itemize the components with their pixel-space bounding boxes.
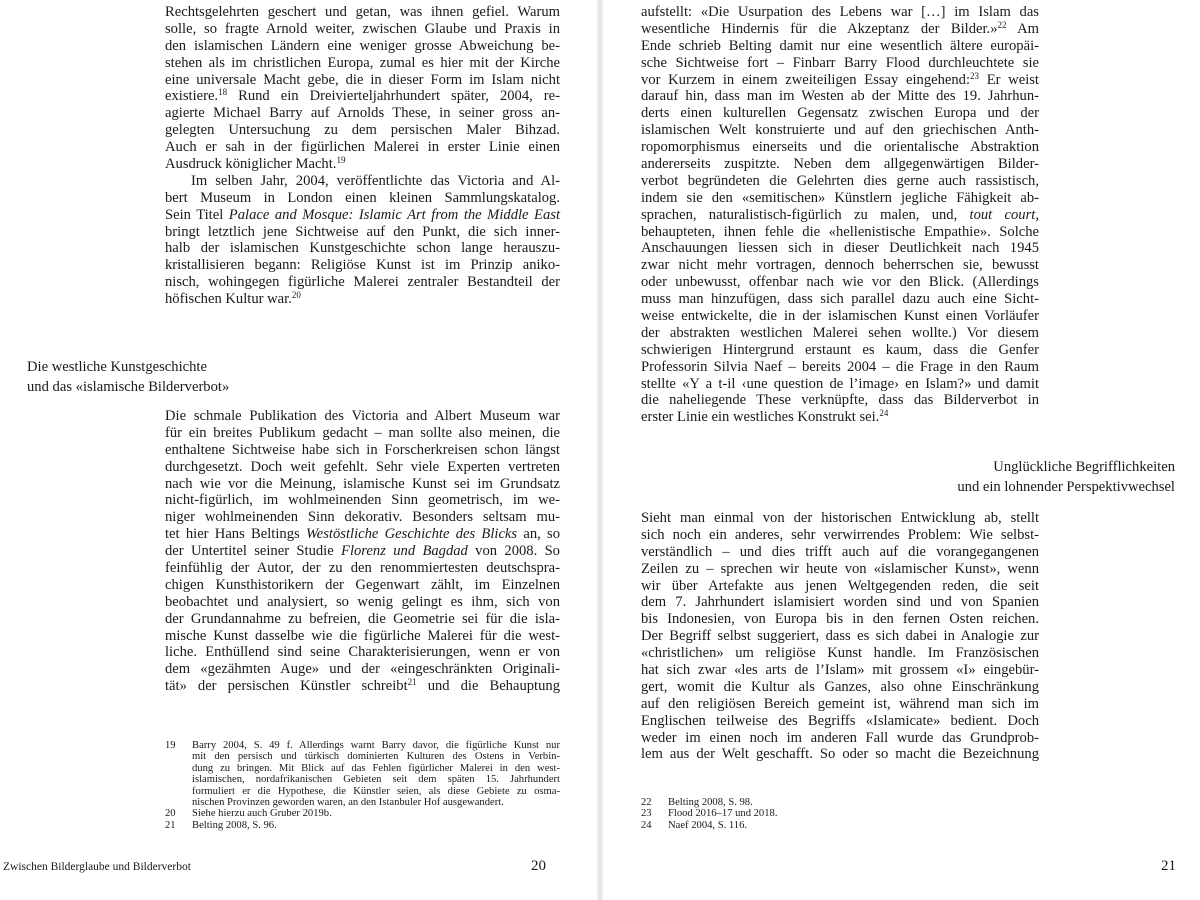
- heading-line: und das «islamische Bilderverbot»: [27, 379, 230, 395]
- text-line: [165, 21, 560, 38]
- footnote-number: 20: [165, 808, 176, 820]
- text-run: wir über Artefakte aus jenen Weltgegenden reden, die seit: [641, 577, 1039, 594]
- text-line: [641, 72, 1039, 89]
- text-run: Professorin Silvia Naef – bereits 2004 – die Frage in den Raum: [641, 358, 1039, 375]
- text-run: mit den persisch und türkisch dominierten Kulturen des Ostens in Verbin-: [192, 751, 560, 763]
- text-line: [165, 543, 560, 560]
- footnote-ref: 18: [218, 87, 228, 98]
- text-line: [165, 224, 560, 241]
- text-line: [165, 190, 560, 207]
- footnote-number: 22: [641, 797, 652, 808]
- text-line: [641, 274, 1039, 291]
- text-line: [641, 713, 1039, 730]
- text-line: [641, 376, 1039, 393]
- text-line: [641, 578, 1039, 595]
- text-run: sche Sichtweise fort – Finbarr Barry Flood durchleuchtete sie: [641, 54, 1039, 71]
- text-run: wesentliche Hindernis für die Akzeptanz der Bilder.»: [641, 20, 998, 37]
- text-line: [641, 628, 1039, 645]
- footnote-ref: 19: [336, 155, 346, 166]
- text-run: derts einen kulturellen Gegensatz zwischen Europa und der: [641, 105, 1039, 122]
- text-line: [165, 509, 560, 526]
- text-line: [641, 561, 1039, 578]
- text-line: [165, 492, 560, 509]
- text-run: hat sich zwar «les arts de l’Islam» mit grossem «I» eingebür-: [641, 662, 1039, 679]
- text-line: [641, 662, 1039, 679]
- text-run: an, so: [517, 526, 561, 543]
- text-run: oder unbewusst, offenbar nach wie vor den Blick. (Allerdings: [641, 274, 1039, 291]
- text-run: sprachen, naturalistisch-figürlich zu malen, und,: [641, 206, 970, 223]
- text-line: [165, 661, 560, 678]
- text-run: stehen als im christlichen Europa, zumal es hier mit der Kirche: [165, 54, 560, 71]
- text-run: nisch, wohingegen figürliche Malerei zentraler Bestandteil der: [165, 274, 560, 291]
- footnote-number: 24: [641, 819, 652, 831]
- text-run: enthaltene Sichtweise habe sich in Forscherkreisen schon längst: [165, 441, 560, 458]
- footnote-text: [668, 820, 1039, 831]
- text-run: bis Indonesien, von Europa bis in den fernen Osten reichen.: [641, 611, 1039, 628]
- heading-line: Die westliche Kunstgeschichte: [27, 359, 207, 375]
- text-run: nischen Provinzen geworden waren, an den Istanbuler Hof ausgewandert.: [192, 796, 504, 808]
- text-line: [668, 797, 1039, 808]
- left-text-block-1: [165, 4, 560, 308]
- footnote-number: 23: [641, 808, 652, 820]
- text-line: [165, 4, 560, 21]
- footnote: [165, 820, 560, 831]
- text-line: [165, 678, 560, 695]
- text-line: [165, 257, 560, 274]
- footnote: [641, 797, 1039, 808]
- text-run: Englischen teilweise des Begriffs «Islamicate» bedient. Doch: [641, 712, 1039, 729]
- right-footnotes: [641, 797, 1039, 831]
- page-number-right: 21: [1161, 858, 1176, 874]
- text-line: [165, 105, 560, 122]
- footnote-text: [192, 740, 560, 808]
- text-line: [192, 763, 560, 774]
- text-run: darauf hin, dass man im Westen ab der Mitte des 19. Jahrhun-: [641, 88, 1039, 105]
- text-run: islamischen, nordafrikanischen Gebieten seit dem späten 15. Jahrhundert: [192, 774, 560, 786]
- text-run: muss man hinzufügen, dass sich parallel dazu auch eine Sicht-: [641, 291, 1039, 308]
- footnote-text: [668, 797, 1039, 808]
- footnote: [165, 808, 560, 819]
- text-run: gelegten Untersuchung zu dem persischen Maler Bihzad.: [165, 122, 560, 139]
- text-run: Rund ein Dreivierteljahrhundert später, 2004, re-: [227, 88, 560, 105]
- text-line: [192, 774, 560, 785]
- text-run: Siehe hierzu auch Gruber 2019b.: [192, 808, 332, 820]
- text-run: von 2008. So: [467, 543, 560, 560]
- text-run: der Grundannahme zu befreien, die Geometrie sei für die isla-: [165, 610, 560, 627]
- text-line: [668, 808, 1039, 819]
- text-run: für ein breites Publikum gedacht – man sollte also meinen, die: [165, 424, 560, 441]
- text-run: höfischen Kultur war.: [165, 291, 292, 308]
- italic-title: tout court,: [969, 206, 1039, 223]
- text-run: niger wohlmeinenden Sinn dekorativ. Besonders seltsam mu-: [165, 509, 560, 526]
- text-line: [641, 308, 1039, 325]
- text-line: [641, 21, 1039, 38]
- text-run: Der Begriff selbst suggeriert, dass es sich dabei in Analogie zur: [641, 628, 1039, 645]
- text-line: [165, 173, 560, 190]
- text-run: ropomorphismus einerseits und die orientalische Abstraktion: [641, 139, 1039, 156]
- text-run: durchgesetzt. Doch weit gefehlt. Sehr viele Experten vertreten: [165, 458, 560, 475]
- text-run: Barry 2004, S. 49 f. Allerdings warnt Barry davor, die figürliche Kunst nur: [192, 740, 560, 751]
- text-run: dem 7. Jahrhundert islamisiert worden sind und von Spanien: [641, 594, 1039, 611]
- text-line: [641, 359, 1039, 376]
- text-run: erster Linie ein westliches Konstrukt sei.: [641, 409, 880, 426]
- text-run: andererseits zuspitzte. Neben dem allgegenwärtigen Bilder-: [641, 156, 1039, 173]
- italic-title: Westöstliche Geschichte des Blicks: [305, 526, 518, 543]
- text-line: [165, 425, 560, 442]
- text-run: islamischen Welt konstruierte und auf den griechischen Anth-: [641, 122, 1039, 139]
- text-run: mische Kunst dasselbe wie die figürliche Malerei für die west-: [165, 627, 560, 644]
- text-run: zwar nicht mehr vortragen, dennoch beherrschen sie, bewusst: [641, 257, 1039, 274]
- footnote-ref: 23: [970, 70, 980, 81]
- text-line: [641, 342, 1039, 359]
- text-run: Anschauungen liessen sich in dieser Deutlichkeit nach 1945: [641, 240, 1039, 257]
- text-line: [192, 740, 560, 751]
- text-line: [641, 594, 1039, 611]
- text-run: Naef 2004, S. 116.: [668, 819, 748, 831]
- footnote-text: [192, 808, 560, 819]
- text-line: [165, 560, 560, 577]
- right-section-heading: [957, 457, 1175, 497]
- text-line: [165, 38, 560, 55]
- text-run: liche. Enthüllend sind seine Charakterisierungen, wenn er von: [165, 644, 560, 661]
- text-line: [641, 544, 1039, 561]
- text-run: der abstrakten westlichen Malerei sehen wollte.) Vor diesem: [641, 324, 1039, 341]
- text-line: [641, 257, 1039, 274]
- text-run: indem sie den «semitischen» Künstlern jegliche Fähigkeit ab-: [641, 189, 1039, 206]
- footnote: [641, 820, 1039, 831]
- text-line: [165, 628, 560, 645]
- text-line: [641, 139, 1039, 156]
- text-run: dung zu bringen. Mit Blick auf das Fehlen figürlicher Malerei in den west-: [192, 762, 560, 774]
- text-run: Belting 2008, S. 96.: [192, 819, 277, 831]
- text-run: bert Museum in London einen kleinen Sammlungskatalog.: [165, 189, 560, 206]
- footnote-ref: 20: [291, 290, 301, 301]
- text-line: [165, 611, 560, 628]
- text-line: [165, 442, 560, 459]
- text-run: Die schmale Publikation des Victoria and Albert Museum war: [165, 408, 560, 424]
- text-line: [165, 72, 560, 89]
- text-run: lem aus der Welt geschafft. So oder so macht die Bezeichnung: [641, 746, 1039, 763]
- text-line: [641, 746, 1039, 763]
- text-line: [641, 55, 1039, 72]
- text-line: [641, 105, 1039, 122]
- text-run: Ende schrieb Belting damit nur eine wesentlich ältere europäi-: [641, 37, 1039, 54]
- text-run: sich noch ein anderes, sehr verwirrendes Problem: Wie selbst-: [641, 526, 1039, 543]
- text-line: [165, 459, 560, 476]
- text-line: [165, 526, 560, 543]
- text-line: [165, 240, 560, 257]
- text-run: behaupteten, ihnen fehle die «hellenistische Empathie». Solche: [641, 223, 1039, 240]
- footnote-number: 21: [165, 819, 176, 831]
- text-run: Flood 2016–17 und 2018.: [668, 808, 778, 820]
- footnote-ref: 21: [407, 677, 417, 688]
- text-line: [641, 240, 1039, 257]
- running-title: Zwischen Bilderglaube und Bilderverbot: [3, 861, 191, 873]
- text-run: schwierigen Hintergrund erstaunt es kaum, dass die Genfer: [641, 341, 1039, 358]
- text-run: gert, womit die Kultur als Ganzes, also ohne Einschränkung: [641, 678, 1039, 695]
- text-line: [165, 88, 560, 105]
- text-line: [192, 786, 560, 797]
- left-section-heading: [27, 357, 229, 397]
- text-line: [641, 190, 1039, 207]
- text-run: «christlichen» um religiöse Kunst handle. Im Französischen: [641, 645, 1039, 662]
- text-line: [192, 820, 560, 831]
- text-line: [641, 173, 1039, 190]
- text-run: Auch er sah in der figürlichen Malerei in erster Linie einen: [165, 139, 560, 156]
- text-run: Sein Titel: [165, 206, 229, 223]
- text-run: Am: [1006, 20, 1039, 37]
- text-line: [641, 4, 1039, 21]
- text-line: [165, 274, 560, 291]
- text-line: [165, 55, 560, 72]
- text-run: und die Behauptung: [416, 678, 560, 695]
- text-line: [192, 808, 560, 819]
- italic-title: Palace and Mosque: Islamic Art from the Middle East: [228, 206, 560, 223]
- text-line: [641, 679, 1039, 696]
- text-run: Er weist: [979, 71, 1039, 88]
- text-run: existiere.: [165, 88, 219, 105]
- text-run: Sieht man einmal von der historischen Entwicklung ab, stellt: [641, 510, 1039, 526]
- text-line: [641, 730, 1039, 747]
- text-run: nach wie vor die Meinung, islamische Kunst sei im Grundsatz: [165, 475, 560, 492]
- text-run: tet hier Hans Beltings: [165, 526, 306, 543]
- text-run: verständlich – und dies trifft auch auf die vorangegangenen: [641, 543, 1039, 560]
- text-line: [641, 325, 1039, 342]
- text-run: tät» der persischen Künstler schreibt: [165, 678, 408, 695]
- italic-title: Florenz und Bagdad: [341, 543, 468, 560]
- footnote-text: [192, 820, 560, 831]
- text-run: Rechtsgelehrten geschert und getan, was ihnen gefiel. Warum: [165, 4, 560, 20]
- footnote: [641, 808, 1039, 819]
- text-run: stellte «Y a t-il ‹une question de l’image› en Islam?» und damit: [641, 375, 1039, 392]
- text-line: [165, 408, 560, 425]
- text-line: [165, 122, 560, 139]
- text-line: [641, 38, 1039, 55]
- text-line: [165, 207, 560, 224]
- footnote-text: [668, 808, 1039, 819]
- text-line: [641, 696, 1039, 713]
- text-line: [641, 645, 1039, 662]
- text-line: [641, 409, 1039, 426]
- text-run: Ausdruck königlicher Macht.: [165, 156, 337, 173]
- footnote: [165, 740, 560, 808]
- text-line: [641, 122, 1039, 139]
- text-line: [641, 224, 1039, 241]
- text-line: [165, 644, 560, 661]
- text-line: [641, 88, 1039, 105]
- text-line: [165, 139, 560, 156]
- text-run: eine universale Macht gebe, die in dieser Form im Islam nicht: [165, 71, 560, 88]
- text-run: kristallisieren begann: Religiöse Kunst ist im Prinzip aniko-: [165, 257, 560, 274]
- text-run: der Untertitel seiner Studie: [165, 543, 342, 560]
- text-line: [668, 820, 1039, 831]
- text-line: [641, 392, 1039, 409]
- text-run: Zeilen zu – sprechen wir heute von «islamischer Kunst», wenn: [641, 560, 1039, 577]
- heading-line: und ein lohnender Perspektivwechsel: [957, 479, 1175, 495]
- page-number-left: 20: [531, 858, 546, 874]
- right-text-block-1: [641, 4, 1039, 426]
- right-text-block-2: [641, 510, 1039, 763]
- page-gutter: [597, 0, 603, 900]
- text-line: [165, 577, 560, 594]
- left-footnotes: [165, 740, 560, 831]
- text-line: [165, 291, 560, 308]
- heading-line: Unglückliche Begrifflichkeiten: [993, 459, 1175, 475]
- text-run: formuliert er die Hypothese, die Künstler seien, als diese Gebiete zu osma-: [192, 785, 560, 797]
- text-run: verbot begründeten die Gelehrten dies gerne auch rassistisch,: [641, 172, 1039, 189]
- text-run: Im selben Jahr, 2004, veröffentlichte das Victoria and Al-: [191, 172, 560, 189]
- text-line: [165, 594, 560, 611]
- footnote-number: 19: [165, 740, 176, 751]
- text-run: vor Kurzem in einem zweiteiligen Essay eingehend:: [641, 71, 971, 88]
- text-run: den islamischen Ländern eine weniger grosse Abweichung be-: [165, 37, 560, 54]
- text-run: chigen Kunsthistorikern der Gegenwart zählt, im Einzelnen: [165, 576, 560, 593]
- text-line: [165, 156, 560, 173]
- text-run: halb der islamischen Kunstgeschichte schon lange herauszu-: [165, 240, 560, 257]
- text-line: [192, 797, 560, 808]
- text-run: agierte Michael Barry auf Arnolds These, in seiner gross an-: [165, 105, 560, 122]
- text-line: [165, 476, 560, 493]
- text-run: aufstellt: «Die Usurpation des Lebens war […] im Islam das: [641, 4, 1039, 20]
- text-line: [192, 751, 560, 762]
- text-run: dem «gezähmten Auge» und der «eingeschränkten Originali-: [165, 661, 560, 678]
- text-line: [641, 510, 1039, 527]
- text-line: [641, 156, 1039, 173]
- text-run: feinfühlig der Autor, der zu den renommiertesten deutschspra-: [165, 560, 560, 577]
- text-run: Belting 2008, S. 98.: [668, 797, 753, 808]
- footnote-ref: 24: [879, 408, 889, 419]
- text-line: [641, 527, 1039, 544]
- text-run: nicht-figürlich, im wohlmeinenden Sinn geometrisch, im we-: [165, 492, 560, 509]
- text-line: [641, 207, 1039, 224]
- text-line: [641, 291, 1039, 308]
- text-run: die naheliegende These verknüpfte, dass das Bilderverbot in: [641, 392, 1039, 409]
- text-line: [641, 611, 1039, 628]
- left-text-block-2: [165, 408, 560, 695]
- text-run: beobachtet und analysiert, so wenig gelingt es ihm, sich von: [165, 593, 560, 610]
- text-run: auf den religiösen Bereich gemeint ist, während man sich im: [641, 695, 1039, 712]
- text-run: weise entwickelte, die in der islamischen Kunst einen Vorläufer: [641, 308, 1039, 325]
- text-run: bringt letztlich jene Sichtweise auf den Punkt, die sich inner-: [165, 223, 560, 240]
- footnote-ref: 22: [997, 19, 1007, 30]
- text-run: weder im einen noch im anderen Fall wurde das Grundprob-: [641, 729, 1039, 746]
- text-run: solle, so fragte Arnold weiter, zwischen Glaube und Praxis in: [165, 20, 560, 37]
